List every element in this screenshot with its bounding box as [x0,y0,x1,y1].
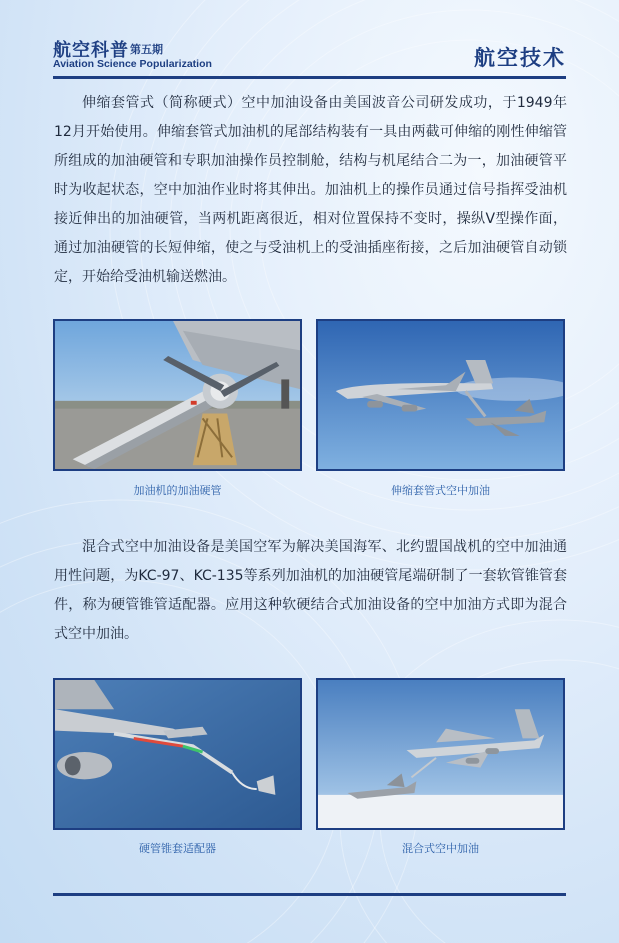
photo-tanker-boom [53,319,302,471]
header-divider [53,76,566,79]
photo-boom-drogue-adapter [53,678,302,830]
photo-hybrid-refueling [316,678,565,830]
figure-caption: 混合式空中加油 [402,842,479,855]
magazine-subtitle: Aviation Science Popularization [53,58,212,70]
figure-caption: 伸缩套管式空中加油 [391,484,490,497]
figure-caption: 硬管锥套适配器 [139,842,216,855]
photo-boom-refueling [316,319,565,471]
magazine-title: 航空科普 [53,40,129,61]
paragraph-boom-refueling [54,89,567,292]
issue-label: 第五期 [130,43,163,56]
paragraph-text: 伸缩套管式（简称硬式）空中加油设备由美国波音公司研发成功，于1949年12月开始使用。伸缩套管式加油机的尾部结构装有一具由两截可伸缩的刚性伸缩管所组成的加油硬管和专职加油操作员控制舱，结构与机尾结合二为一，加油硬管平时为收起状态，空中加油作业时将其伸出。加油机上的操作员通过信号指挥受油机接近伸出的加油硬管，当两机距离很近，相对位置保持不变时，操纵V型操作面，通过加油硬管的长短伸缩，使之与受油机上的受油插座衔接，之后加油硬管自动锁定，开始给受油机输送燃油。 [54,95,567,285]
paragraph-text: 混合式空中加油设备是美国空军为解决美国海军、北约盟国战机的空中加油通用性问题，为KC-97、KC-135等系列加油机的加油硬管尾端研制了一套软管锥管套件，称为硬管锥管适配器。应用这种软硬结合式加油设备的空中加油方式即为混合式空中加油。 [54,539,567,642]
section-title: 航空技术 [474,46,566,70]
paragraph-hybrid-refueling [54,533,567,649]
figure-caption: 加油机的加油硬管 [133,484,222,497]
page-header [53,36,566,80]
footer-divider [53,893,566,896]
